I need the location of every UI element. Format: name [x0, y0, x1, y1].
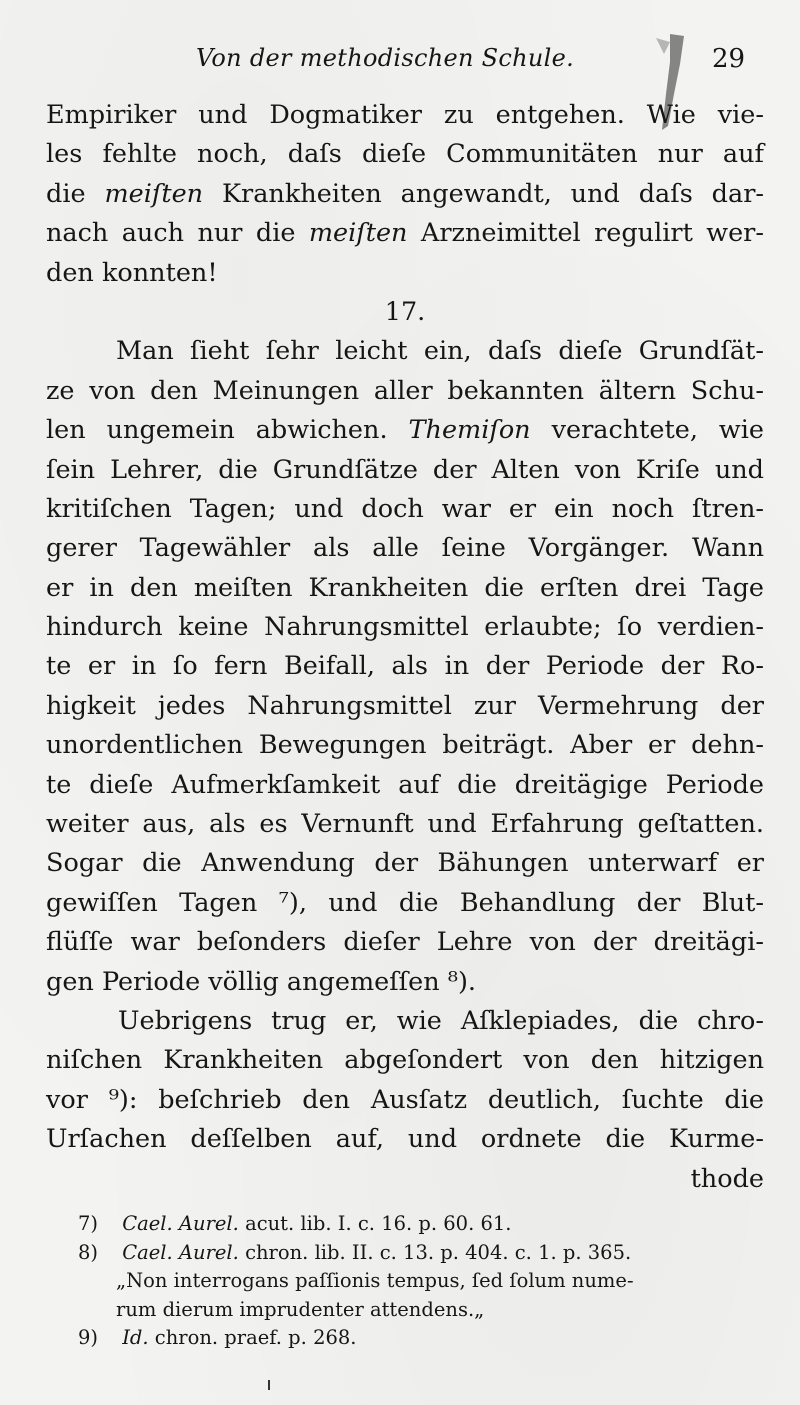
text-line: Empiriker und Dogmatiker zu entgehen. Wie vie- — [46, 100, 764, 130]
footnote-quote-line: „Non interrogans paſſionis tempus, ſed ſolum nume- — [116, 1269, 634, 1292]
page-number: 29 — [712, 44, 746, 74]
footnote-text: chron. lib. II. c. 13. p. 404. c. 1. p. 365. — [245, 1240, 632, 1264]
text-line: nach auch nur die meiſten Arzneimittel regulirt wer- — [46, 218, 764, 249]
text-line: kritiſchen Tagen; und doch war er ein noch ſtren- — [46, 493, 764, 524]
body-text — [46, 96, 764, 1199]
text-line: niſchen Krankheiten abgeſondert von den hitzigen — [46, 1045, 764, 1076]
text-line: ſein Lehrer, die Grundſätze der Alten von Kriſe und — [46, 454, 764, 485]
section-number: 17. — [384, 296, 426, 327]
text-line: Uebrigens trug er, wie Aſklepiades, die chro- — [118, 1005, 764, 1036]
text-line: vor ⁹): beſchrieb den Ausſatz deutlich, ſuchte die — [46, 1084, 764, 1115]
text-line: Man ſieht ſehr leicht ein, daſs dieſe Grundſät- — [116, 336, 764, 367]
text-line: unordentlichen Bewegungen beiträgt. Aber er dehn- — [46, 730, 764, 761]
text-line: ze von den Meinungen aller bekannten ältern Schu- — [46, 375, 764, 406]
text-line: Sogar die Anwendung der Bähungen unterwarf er — [46, 848, 764, 879]
text-line: die meiſten Krankheiten angewandt, und daſs dar- — [46, 178, 765, 209]
footnote-8 — [78, 1239, 768, 1325]
footnote-number: 9) — [78, 1326, 99, 1349]
page-header — [0, 34, 800, 84]
italic-name: meiſten — [104, 178, 204, 209]
text-line: Urſachen deſſelben auf, und ordnete die Kurme- — [46, 1124, 764, 1155]
footnote-author: Cael. Aurel. — [122, 1240, 239, 1264]
text-line: flüſſe war beſonders dieſer Lehre von der dreitägi- — [46, 927, 764, 958]
footnote-text: acut. lib. I. c. 16. p. 60. 61. — [245, 1212, 512, 1235]
catchword: thode — [690, 1163, 764, 1194]
running-title: Von der methodischen Schule. — [196, 44, 575, 72]
printer-mark — [268, 1380, 270, 1390]
footnote-7 — [78, 1210, 768, 1239]
footnote-number: 7) — [78, 1212, 99, 1235]
text-line: gerer Tagewähler als alle ſeine Vorgänger. Wann — [46, 533, 764, 564]
footnote-text: chron. praef. p. 268. — [154, 1326, 357, 1349]
text-line: gewiſſen Tagen ⁷), und die Behandlung der Blut- — [46, 887, 764, 918]
text-line: hindurch keine Nahrungsmittel erlaubte; ſo verdien- — [46, 612, 764, 643]
text-line: den konnten! — [46, 257, 218, 288]
italic-name: Themiſon — [408, 415, 531, 446]
footnotes — [78, 1210, 768, 1353]
footnote-number: 8) — [78, 1240, 99, 1264]
footnote-9 — [78, 1324, 768, 1353]
italic-name: meiſten — [308, 218, 408, 249]
text-line: er in den meiſten Krankheiten die erſten drei Tage — [46, 572, 764, 603]
text-line: higkeit jedes Nahrungsmittel zur Vermehrung der — [46, 690, 764, 721]
text-line: len ungemein abwichen. Themiſon verachtete, wie — [46, 415, 764, 446]
text-line: te er in ſo fern Beifall, als in der Periode der Ro- — [46, 651, 764, 682]
text-line: weiter aus, als es Vernunft und Erfahrung geſtatten. — [46, 809, 764, 840]
text-line: les fehlte noch, daſs dieſe Communitäten nur auf — [46, 139, 764, 170]
footnote-author: Cael. Aurel. — [122, 1212, 239, 1235]
footnote-quote-line: rum dierum imprudenter attendens.„ — [116, 1297, 485, 1321]
footnote-author: Id. — [122, 1326, 149, 1349]
text-line: gen Periode völlig angemeſſen ⁸). — [46, 966, 477, 997]
text-line: te dieſe Aufmerkſamkeit auf die dreitägige Periode — [46, 769, 764, 800]
